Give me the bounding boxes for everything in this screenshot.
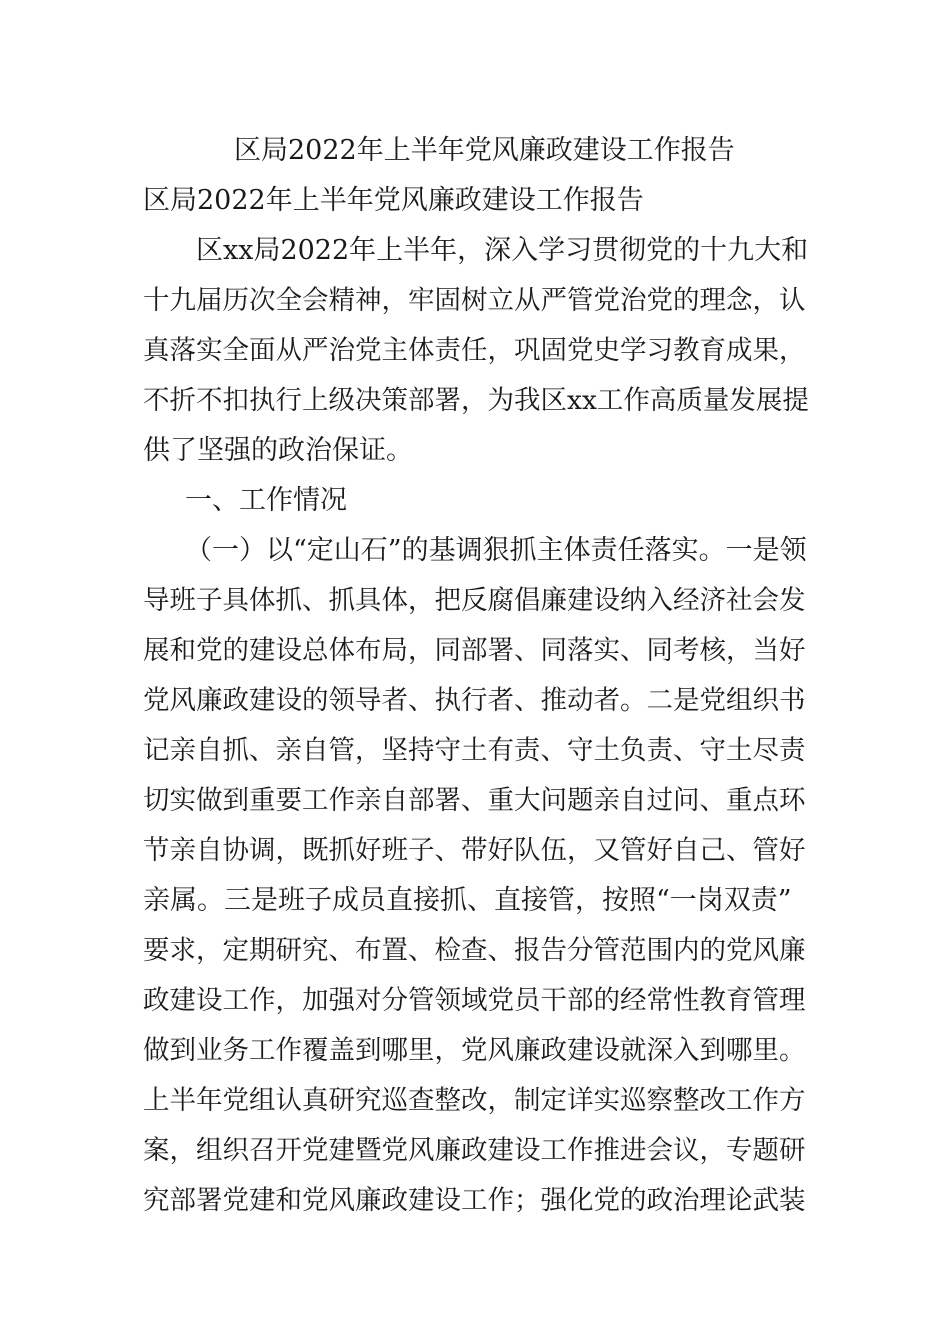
paragraph-line: 不折不扣执行上级决策部署，为我区xx工作高质量发展提: [143, 385, 809, 416]
paragraph-line: 十九届历次全会精神，牢固树立从严管党治党的理念，认: [143, 285, 806, 316]
paragraph-line: 真落实全面从严治党主体责任，巩固党史学习教育成果，: [143, 335, 806, 366]
section-heading: 一、工作情况: [185, 485, 347, 516]
paragraph-line: 供了坚强的政治保证。: [143, 435, 413, 466]
paragraph-line: 究部署党建和党风廉政建设工作；强化党的政治理论武装: [143, 1185, 806, 1216]
paragraph-line: 做到业务工作覆盖到哪里，党风廉政建设就深入到哪里。: [143, 1035, 806, 1066]
paragraph-line: 要求，定期研究、布置、检查、报告分管范围内的党风廉: [143, 935, 806, 966]
paragraph-line: 上半年党组认真研究巡查整改，制定详实巡察整改工作方: [143, 1085, 806, 1116]
paragraph-line: 导班子具体抓、抓具体，把反腐倡廉建设纳入经济社会发: [143, 585, 806, 616]
paragraph-line: 党风廉政建设的领导者、执行者、推动者。二是党组织书: [143, 685, 806, 716]
paragraph-line: （一）以“定山石”的基调狠抓主体责任落实。一是领: [185, 535, 807, 566]
paragraph-line: 案，组织召开党建暨党风廉政建设工作推进会议，专题研: [143, 1135, 806, 1166]
document-title: 区局2022年上半年党风廉政建设工作报告: [234, 135, 735, 166]
paragraph-line: 记亲自抓、亲自管，坚持守土有责、守土负责、守土尽责: [143, 735, 806, 766]
paragraph-line: 政建设工作，加强对分管领域党员干部的经常性教育管理: [143, 985, 806, 1016]
paragraph-line: 亲属。三是班子成员直接抓、直接管，按照“一岗双责”: [143, 885, 792, 916]
paragraph-line: 切实做到重要工作亲自部署、重大问题亲自过问、重点环: [143, 785, 806, 816]
paragraph-line: 节亲自协调，既抓好班子、带好队伍，又管好自己、管好: [143, 835, 806, 866]
paragraph-line: 区xx局2022年上半年，深入学习贯彻党的十九大和: [196, 235, 809, 266]
document-subtitle: 区局2022年上半年党风廉政建设工作报告: [143, 185, 644, 216]
paragraph-line: 展和党的建设总体布局，同部署、同落实、同考核，当好: [143, 635, 806, 666]
